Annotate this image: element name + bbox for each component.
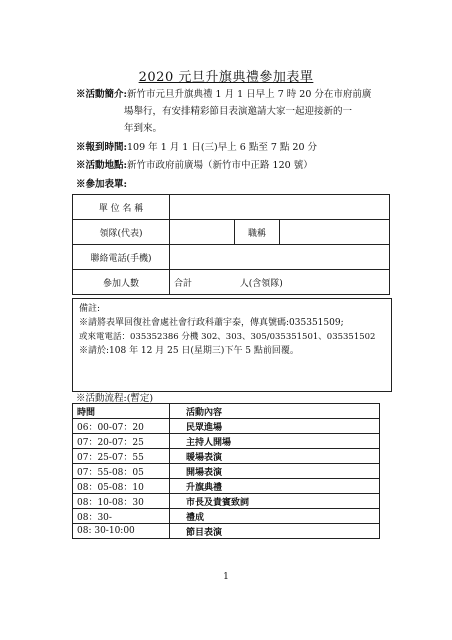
checkin-time-label: ※報到時間: xyxy=(76,142,128,153)
schedule-header-content: 活動內容 xyxy=(170,404,380,419)
notes-line-1: ※請將表單回復社會處社會行政科蕭宇泰，傳真號碼:035351509; xyxy=(79,318,344,328)
form-row-phone xyxy=(73,245,390,270)
notes-line-2: 或來電電話：035352386 分機 302、303、305/035351501、035351502 xyxy=(79,332,376,342)
intro-paragraph xyxy=(76,86,376,137)
count-field[interactable] xyxy=(170,270,390,295)
table-row: 07：20-07：25 主持人開場 xyxy=(73,434,380,449)
intro-line-2: 場舉行，有安排精彩節目表演邀請大家一起迎接新的一 xyxy=(124,106,353,117)
notes-box xyxy=(72,298,392,392)
page-number: 1 xyxy=(223,572,229,582)
unit-name-label: 單 位 名 稱 xyxy=(73,195,170,220)
notes-label: 備註: xyxy=(79,304,101,314)
table-row: 08：10-08：30 市長及貴賓致詞 xyxy=(73,494,380,509)
count-label: 參加人數 xyxy=(73,270,170,295)
total-label: 合計 xyxy=(174,278,193,289)
unit-name-field[interactable] xyxy=(170,195,390,220)
intro-line-3: 年到來。 xyxy=(124,123,163,134)
form-row-leader xyxy=(73,220,390,245)
job-title-field[interactable] xyxy=(280,220,390,245)
page-title: 2020 元旦升旗典禮參加表單 xyxy=(138,70,314,85)
table-row: 07：25-07：55 暖場表演 xyxy=(73,449,380,464)
table-row: 07：55-08：05 開場表演 xyxy=(73,464,380,479)
table-row: 08：05-08：10 升旗典禮 xyxy=(73,479,380,494)
schedule-table xyxy=(72,403,380,539)
phone-field[interactable] xyxy=(170,245,390,270)
leader-field[interactable] xyxy=(170,220,235,245)
checkin-time xyxy=(76,140,317,155)
checkin-time-value: 109 年 1 月 1 日(三)早上 6 點至 7 點 20 分 xyxy=(127,142,318,153)
intro-line-1: 新竹市元旦升旗典禮 1 月 1 日早上 7 時 20 分在市府前廣 xyxy=(127,89,372,100)
table-row: 08：30- 禮成 xyxy=(73,509,380,524)
registration-form-table xyxy=(72,194,390,295)
form-section-label: ※參加表單: xyxy=(76,179,128,190)
job-title-label: 職稱 xyxy=(235,220,280,245)
notes-line-3: ※請於:108 年 12 月 25 日(星期三)下午 5 點前回覆。 xyxy=(79,346,299,356)
intro-label: ※活動簡介: xyxy=(76,89,128,100)
people-label: 人(含領隊) xyxy=(239,278,283,289)
event-location xyxy=(76,158,313,173)
phone-label: 聯絡電話(手機) xyxy=(73,245,170,270)
event-location-label: ※活動地點: xyxy=(76,160,128,171)
form-row-count xyxy=(73,270,390,295)
flow-section-label: ※活動流程:(暫定) xyxy=(76,393,154,404)
leader-label: 領隊(代表) xyxy=(73,220,170,245)
schedule-header-time: 時間 xyxy=(73,404,170,419)
event-location-value: 新竹市政府前廣場（新竹市中正路 120 號） xyxy=(127,160,313,171)
schedule-header-row xyxy=(73,404,380,419)
table-row: 06：00-07：20 民眾進場 xyxy=(73,419,380,434)
table-row: 08: 30-10:00 節目表演 xyxy=(73,524,380,539)
form-row-unit xyxy=(73,195,390,220)
